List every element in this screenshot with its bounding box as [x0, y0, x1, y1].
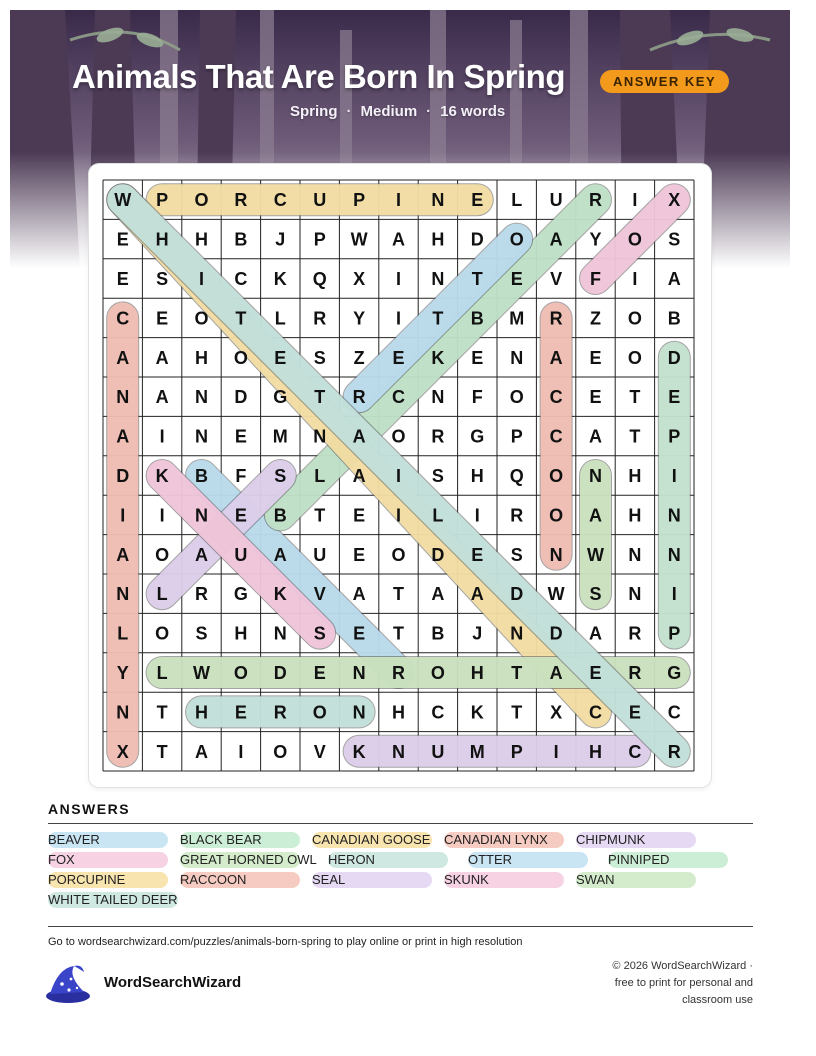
answer-word-label: PINNIPED — [608, 852, 670, 867]
grid-letter: E — [471, 347, 484, 368]
grid-letter: K — [431, 347, 445, 368]
answer-word — [180, 872, 300, 888]
grid-letter: T — [629, 426, 641, 447]
grid-letter: A — [589, 426, 602, 447]
difficulty-label: Medium — [360, 103, 418, 120]
grid-letter: L — [117, 623, 129, 644]
grid-letter: E — [589, 387, 602, 408]
grid-letter: E — [668, 387, 681, 408]
grid-letter: T — [156, 702, 168, 723]
grid-letter: E — [313, 663, 326, 683]
grid-letter: O — [155, 623, 170, 644]
grid-letter: O — [430, 663, 445, 683]
answer-word — [180, 852, 317, 868]
grid-letter: M — [469, 741, 485, 762]
grid-letter: O — [549, 466, 564, 486]
grid-letter: E — [234, 702, 247, 723]
grid-letter: N — [667, 505, 681, 526]
grid-letter: S — [274, 466, 287, 486]
grid-letter: H — [155, 229, 169, 250]
grid-letter: D — [549, 623, 563, 644]
grid-letter: N — [273, 623, 287, 644]
grid-letter: A — [195, 741, 208, 762]
grid-letter: D — [431, 544, 445, 565]
grid-letter: A — [549, 663, 563, 683]
grid-letter: T — [235, 308, 247, 329]
grid-letter: O — [627, 347, 642, 368]
answers-divider — [48, 823, 753, 824]
answer-word-label: GREAT HORNED OWL — [180, 852, 317, 867]
grid-letter: J — [472, 623, 483, 644]
grid-letter: E — [510, 269, 523, 289]
answer-word — [328, 852, 448, 868]
answer-word — [312, 832, 432, 848]
grid-letter: C — [431, 702, 445, 723]
grid-letter: O — [509, 229, 524, 250]
grid-letter: N — [195, 426, 208, 447]
grid-letter: K — [470, 702, 484, 723]
grid-letter: P — [668, 623, 681, 644]
grid-letter: N — [116, 387, 130, 408]
grid-letter: M — [509, 308, 525, 329]
word-search-grid — [89, 164, 711, 787]
grid-letter: L — [511, 190, 523, 211]
answer-word-label: CANADIAN LYNX — [444, 832, 548, 847]
grid-letter: D — [510, 584, 524, 605]
letters-layer — [114, 190, 681, 762]
grid-letter: A — [155, 347, 169, 368]
grid-letter: N — [116, 584, 130, 605]
grid-letter: B — [234, 229, 248, 250]
grid-letter: V — [550, 269, 563, 289]
grid-letter: C — [549, 387, 563, 408]
grid-letter: R — [628, 623, 642, 644]
grid-letter: I — [395, 269, 402, 289]
grid-letter: W — [193, 663, 210, 683]
grid-letter: O — [549, 505, 564, 526]
grid-letter: T — [314, 505, 326, 526]
grid-letter: S — [431, 466, 444, 486]
wizard-hat-icon — [44, 962, 94, 1006]
grid-letter: I — [159, 505, 165, 526]
grid-letter: E — [353, 544, 366, 565]
grid-letter: T — [156, 741, 168, 762]
grid-letter: A — [195, 544, 208, 565]
grid-letter: K — [273, 584, 287, 605]
grid-letter: H — [234, 623, 248, 644]
grid-letter: A — [116, 544, 130, 565]
grid-letter: A — [116, 347, 130, 368]
grid-letter: C — [392, 387, 405, 408]
grid-letter: N — [431, 190, 445, 211]
answer-word — [48, 892, 178, 908]
grid-letter: D — [116, 466, 130, 486]
grid-letter: P — [510, 741, 523, 762]
grid-letter: R — [392, 663, 405, 683]
grid-letter: H — [431, 229, 445, 250]
grid-letter: F — [235, 466, 247, 486]
grid-letter: E — [156, 308, 169, 329]
grid-letter: E — [353, 623, 366, 644]
grid-letter: D — [470, 229, 484, 250]
grid-letter: R — [628, 663, 642, 683]
answer-word-label: SKUNK — [444, 872, 489, 887]
grid-letter: N — [589, 466, 602, 486]
grid-letter: C — [273, 190, 287, 211]
grid-letter: R — [273, 702, 287, 723]
grid-letter: L — [156, 584, 168, 605]
grid-letter: C — [549, 426, 563, 447]
grid-letter: W — [350, 229, 368, 250]
grid-letter: R — [549, 308, 563, 329]
copyright-line: classroom use — [682, 994, 753, 1006]
grid-letter: O — [627, 308, 642, 329]
grid-letter: A — [589, 623, 602, 644]
grid-letter: A — [155, 387, 169, 408]
answer-word-label: FOX — [48, 852, 75, 867]
grid-letter: E — [589, 347, 602, 368]
grid-letter: R — [667, 741, 681, 762]
answer-word-label: BLACK BEAR — [180, 832, 262, 847]
grid-letter: A — [667, 269, 681, 289]
grid-letter: D — [667, 347, 681, 368]
grid-letter: B — [667, 308, 681, 329]
grid-letter: R — [431, 426, 445, 447]
grid-letter: I — [395, 505, 402, 526]
answer-word — [444, 872, 564, 888]
answer-word-label: CANADIAN GOOSE — [312, 832, 431, 847]
grid-letter: O — [194, 190, 209, 211]
grid-letter: N — [313, 426, 327, 447]
grid-letter: U — [313, 190, 327, 211]
answer-word — [48, 872, 168, 888]
grid-letter: R — [510, 505, 524, 526]
grid-letter: V — [313, 584, 326, 605]
grid-letter: A — [273, 544, 287, 565]
grid-letter: W — [587, 544, 604, 565]
grid-letter: F — [590, 269, 601, 289]
grid-letter: A — [352, 584, 366, 605]
grid-letter: H — [589, 741, 602, 762]
answer-word-label: PORCUPINE — [48, 872, 126, 887]
grid-letter: H — [470, 663, 484, 683]
grid-letter: I — [238, 741, 244, 762]
grid-letter: O — [509, 387, 524, 408]
grid-letter: T — [471, 269, 483, 289]
answer-word-label: SEAL — [312, 872, 346, 887]
grid-letter: G — [273, 387, 288, 408]
grid-letter: E — [471, 544, 484, 565]
answer-word — [180, 832, 300, 848]
grid-letter: N — [352, 702, 366, 723]
grid-letter: N — [431, 387, 445, 408]
grid-letter: M — [272, 426, 288, 447]
grid-letter: H — [628, 466, 642, 486]
grid-letter: A — [116, 426, 130, 447]
grid-letter: N — [352, 663, 366, 683]
grid-letter: N — [510, 623, 524, 644]
grid-letter: P — [156, 190, 169, 211]
grid-letter: P — [313, 229, 326, 250]
grid-letter: E — [234, 426, 247, 447]
grid-letter: Q — [312, 269, 327, 289]
grid-letter: I — [671, 466, 677, 486]
grid-letter: Y — [116, 663, 129, 683]
grid-letter: I — [395, 466, 402, 486]
grid-letter: C — [589, 702, 602, 723]
grid-letter: O — [155, 544, 170, 565]
grid-letter: E — [234, 505, 247, 526]
grid-letter: G — [233, 584, 248, 605]
grid-letter: V — [313, 741, 326, 762]
grid-letter: N — [510, 347, 524, 368]
answers-heading: ANSWERS — [48, 801, 131, 817]
answer-word-label: BEAVER — [48, 832, 100, 847]
grid-letter: O — [233, 347, 248, 368]
grid-letter: N — [431, 269, 445, 289]
answer-word — [576, 832, 696, 848]
grid-letter: X — [116, 741, 129, 762]
grid-letter: C — [628, 741, 642, 762]
grid-letter: B — [431, 623, 445, 644]
answer-word — [48, 852, 168, 868]
grid-letter: A — [589, 505, 602, 526]
grid-letter: A — [352, 466, 366, 486]
grid-letter: N — [628, 544, 642, 565]
puzzle-card — [89, 164, 711, 787]
answer-key-badge: ANSWER KEY — [600, 70, 729, 93]
grid-letter: I — [671, 584, 677, 605]
grid-letter: N — [392, 741, 405, 762]
grid-letter: Z — [353, 347, 365, 368]
grid-letter: P — [353, 190, 366, 211]
answer-word-label: SWAN — [576, 872, 615, 887]
grid-letter: Z — [590, 308, 601, 329]
grid-letter: R — [352, 387, 366, 408]
grid-letter: Y — [589, 229, 602, 250]
answer-word-label: RACCOON — [180, 872, 247, 887]
grid-letter: C — [667, 702, 681, 723]
grid-letter: E — [471, 190, 484, 211]
grid-letter: O — [391, 544, 406, 565]
grid-letter: F — [471, 387, 483, 408]
answer-word — [576, 872, 696, 888]
play-online-link[interactable]: Go to wordsearchwizard.com/puzzles/animals-born-spring to play online or print in high resolution — [48, 936, 523, 948]
grid-letter: O — [391, 426, 406, 447]
grid-letter: G — [667, 663, 682, 683]
grid-letter: K — [155, 466, 169, 486]
grid-letter: I — [553, 741, 559, 762]
copyright-line: free to print for personal and — [614, 977, 753, 989]
grid-letter: I — [120, 505, 126, 526]
grid-letter: G — [470, 426, 485, 447]
grid-letter: L — [274, 308, 286, 329]
copyright-notice — [583, 958, 753, 1009]
grid-letter: L — [432, 505, 444, 526]
grid-letter: R — [589, 190, 602, 211]
answer-word-label: OTTER — [468, 852, 513, 867]
grid-letter: A — [549, 347, 563, 368]
grid-letter: W — [547, 584, 565, 605]
grid-letter: S — [510, 544, 523, 565]
grid-letter: H — [392, 702, 405, 723]
grid-letter: T — [629, 387, 641, 408]
grid-letter: I — [632, 190, 638, 211]
grid-letter: E — [353, 505, 366, 526]
grid-letter: E — [392, 347, 405, 368]
footer-divider — [48, 926, 753, 927]
grid-letter: O — [312, 702, 327, 723]
answer-word-label: HERON — [328, 852, 375, 867]
grid-letter: H — [195, 229, 208, 250]
grid-letter: O — [233, 663, 248, 683]
grid-letter: T — [393, 584, 404, 605]
grid-letter: D — [273, 663, 287, 683]
grid-letter: S — [156, 269, 169, 289]
grid-letter: I — [395, 190, 402, 211]
grid-letter: I — [159, 426, 165, 447]
grid-letter: E — [628, 702, 641, 723]
theme-label: Spring — [290, 103, 338, 120]
grid-letter: N — [628, 584, 642, 605]
grid-letter: Y — [353, 308, 366, 329]
page-title: Animals That Are Born In Spring — [72, 58, 565, 95]
grid-letter: B — [195, 466, 208, 486]
answer-word-label: CHIPMUNK — [576, 832, 646, 847]
grid-letter: N — [116, 702, 130, 723]
grid-letter: O — [627, 229, 642, 250]
grid-letter: E — [589, 663, 602, 683]
grid-letter: A — [431, 584, 445, 605]
grid-letter: C — [116, 308, 130, 329]
answer-word — [608, 852, 728, 868]
grid-letter: B — [470, 308, 484, 329]
grid-letter: O — [273, 741, 288, 762]
grid-letter: B — [273, 505, 287, 526]
grid-letter: L — [314, 466, 326, 486]
grid-letter: I — [632, 269, 638, 289]
grid-letter: H — [628, 505, 642, 526]
grid-letter: Q — [509, 466, 524, 486]
grid-letter: E — [116, 269, 129, 289]
grid-letter: T — [393, 623, 404, 644]
grid-letter: T — [314, 387, 326, 408]
grid-letter: T — [432, 308, 444, 329]
grid-letter: U — [549, 190, 563, 211]
grid-letter: L — [156, 663, 168, 683]
grid-letter: X — [353, 269, 366, 289]
answer-word-label: WHITE TAILED DEER — [48, 892, 178, 907]
grid-letter: E — [116, 229, 129, 250]
grid-letter: H — [195, 347, 208, 368]
grid-letter: I — [474, 505, 480, 526]
grid-letter: N — [667, 544, 681, 565]
grid-letter: S — [313, 347, 326, 368]
answer-word — [444, 832, 564, 848]
grid-letter: S — [313, 623, 326, 644]
grid-letter: O — [194, 308, 209, 329]
grid-letter: E — [274, 347, 287, 368]
grid-letter: X — [668, 190, 681, 211]
grid-letter: K — [273, 269, 287, 289]
meta-separator: · — [426, 103, 432, 120]
answer-word — [312, 872, 432, 888]
grid-letter: I — [395, 308, 402, 329]
meta-separator: · — [346, 103, 352, 120]
grid-letter: W — [114, 190, 132, 211]
grid-letter: R — [234, 190, 248, 211]
grid-letter: H — [470, 466, 484, 486]
grid-letter: R — [313, 308, 327, 329]
grid-letter: U — [431, 741, 445, 762]
brand-name[interactable]: WordSearchWizard — [104, 974, 242, 991]
grid-letter: D — [234, 387, 248, 408]
grid-letter: P — [668, 426, 681, 447]
grid-letter: T — [511, 702, 523, 723]
grid-letter: U — [234, 544, 248, 565]
grid-letter: X — [550, 702, 563, 723]
grid-letter: N — [195, 505, 208, 526]
puzzle-meta — [290, 103, 505, 120]
answer-word — [468, 852, 588, 868]
grid-letter: R — [195, 584, 208, 605]
word-count-label: 16 words — [440, 103, 506, 120]
grid-letter: N — [195, 387, 208, 408]
grid-letter: A — [352, 426, 366, 447]
grid-letter: P — [510, 426, 523, 447]
answer-word — [48, 832, 168, 848]
copyright-line: © 2026 WordSearchWizard · — [612, 960, 753, 972]
grid-letter: C — [234, 269, 248, 289]
grid-letter: U — [313, 544, 327, 565]
grid-letter: J — [275, 229, 286, 250]
grid-letter: T — [511, 663, 523, 683]
grid-letter: S — [668, 229, 681, 250]
grid-letter: A — [470, 584, 484, 605]
grid-letter: K — [352, 741, 366, 762]
grid-letter: S — [195, 623, 208, 644]
grid-letter: N — [549, 544, 563, 565]
grid-letter: H — [195, 702, 208, 723]
grid-letter: A — [549, 229, 563, 250]
grid-letter: S — [589, 584, 602, 605]
grid-letter: I — [198, 269, 205, 289]
grid-letter: A — [392, 229, 405, 250]
